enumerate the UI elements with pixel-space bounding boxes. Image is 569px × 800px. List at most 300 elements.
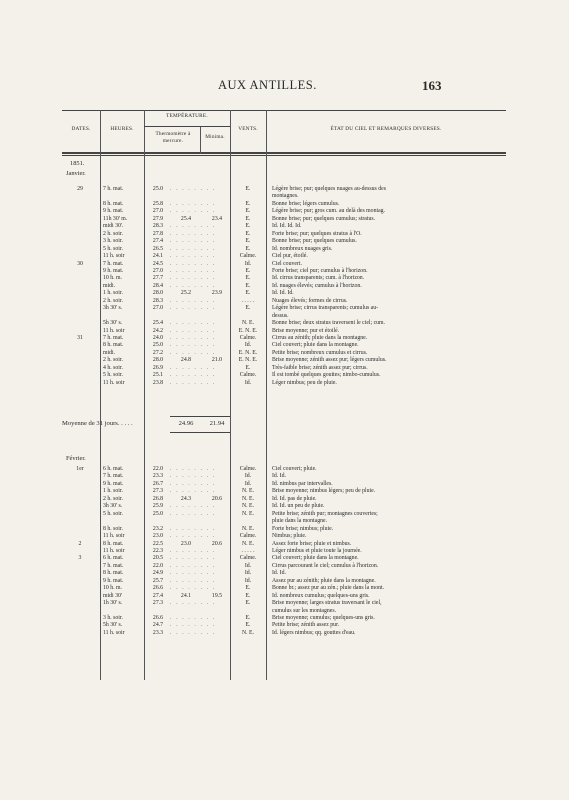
table-row: [62, 570, 506, 577]
leader-dots: . . . . . . . .: [170, 320, 216, 327]
row-time: 2 h. soir.: [103, 495, 123, 502]
leader-dots: . . . . . . . .: [170, 629, 216, 636]
leader-dots: . . . . . . . .: [170, 503, 216, 510]
leader-dots: . . . . . . . .: [170, 525, 216, 532]
table-row: [62, 630, 506, 637]
row-temperature: 26.5: [152, 245, 164, 252]
row-wind: E.: [245, 615, 251, 621]
row-wind: E.: [245, 208, 251, 215]
table-row: [62, 466, 506, 473]
row-remarks: Id. Id. Id.: [272, 290, 294, 297]
row-mean-temperature: 25.4: [180, 215, 192, 222]
table-row: [62, 608, 506, 615]
row-time: 11 h. soir: [103, 253, 125, 260]
row-time: 8 h. mat.: [103, 342, 124, 349]
row-temperature: 24.2: [152, 327, 164, 334]
leader-dots: . . . . . . . .: [170, 600, 216, 607]
table-row: [62, 365, 506, 372]
leader-dots: . . . . . . . .: [170, 585, 216, 592]
row-temperature: 23.3: [152, 473, 164, 480]
row-mean-temperature: 23.0: [180, 540, 192, 547]
table-row: [62, 342, 506, 349]
row-temperature: 25.0: [152, 186, 164, 192]
table-row: [62, 585, 506, 592]
table-row: [62, 223, 506, 230]
leader-dots: . . . . . . . .: [170, 282, 216, 289]
leader-dots: . . . . . . . .: [170, 245, 216, 252]
row-time: 6 h. mat.: [103, 555, 124, 562]
table-row: [62, 578, 506, 585]
row-time: 2 h. soir.: [103, 297, 123, 304]
row-remarks: Assez pur au zénith; pluie dans la montagne.: [272, 577, 376, 584]
row-wind: E.: [245, 186, 251, 192]
row-temperature: 27.4: [152, 238, 164, 245]
moyenne-label: Moyenne de 31 jours. . . . .: [62, 420, 133, 427]
row-temperature: 24.1: [152, 253, 164, 260]
row-temperature: 27.0: [152, 305, 164, 312]
header-bottom-rule-2: [62, 155, 506, 156]
leader-dots: . . . . . . . .: [170, 230, 216, 237]
row-remarks: Cirrus parcourant le ciel; cumulus à l'horizon.: [272, 562, 379, 569]
leader-dots: . . . . . . . .: [170, 297, 216, 304]
row-time: 5h 30' s.: [103, 622, 123, 629]
row-remarks: Légère brise; pur; quelques nuages au-dessus des: [272, 186, 386, 192]
leader-dots: . . . . . . . .: [170, 223, 216, 230]
table-row: [62, 380, 506, 387]
row-temperature: 27.9: [152, 215, 164, 222]
year-label: 1851.: [70, 160, 85, 167]
table-row: [62, 481, 506, 488]
leader-dots: . . . . . . . .: [170, 547, 216, 554]
row-remarks: Brise moyenne; larges stratus traversant le ciel,: [272, 600, 382, 607]
table-row: [62, 372, 506, 379]
row-date: 30: [77, 260, 83, 267]
row-temperature: 25.7: [152, 577, 164, 584]
table-row: [62, 246, 506, 253]
header-vents: VENTS.: [238, 126, 258, 132]
table-row: [62, 313, 506, 320]
table-row: [62, 533, 506, 540]
row-wind: E.: [245, 245, 251, 252]
row-temperature: 27.0: [152, 208, 164, 215]
row-wind: Id.: [244, 577, 252, 584]
leader-dots: . . . . . . . .: [170, 488, 216, 495]
row-wind: N. E.: [241, 320, 255, 327]
table-row: [62, 593, 506, 600]
leader-dots: . . . . . . . .: [170, 473, 216, 480]
row-wind: Calme.: [239, 533, 257, 540]
row-time: midi 30': [103, 592, 122, 599]
table-row: [62, 548, 506, 555]
table-row: [62, 541, 506, 548]
leader-dots: . . . . . . . .: [170, 466, 216, 472]
row-wind: Id.: [244, 342, 252, 349]
row-temperature: 27.8: [152, 230, 164, 237]
header-bottom-rule: [62, 152, 506, 154]
row-time: 4 h. soir.: [103, 364, 123, 371]
row-time: 9 h. mat.: [103, 208, 124, 215]
row-mean-temperature: 25.2: [180, 290, 192, 297]
table-row: [62, 253, 506, 260]
table-row: [62, 600, 506, 607]
row-remarks: Id. légers nimbus; qq. gouttes d'eau.: [272, 629, 356, 636]
table-row: [62, 290, 506, 297]
row-remarks: pluie dans la montagne.: [272, 518, 328, 525]
row-time: 3h 30' s.: [103, 305, 123, 312]
row-remarks: Il est tombé quelques gouttes; nimbo-cumulus.: [272, 372, 381, 379]
leader-dots: . . . . . . . .: [170, 570, 216, 577]
table-row: [62, 216, 506, 223]
table-top-rule: [62, 110, 506, 111]
row-wind: E.: [245, 267, 251, 274]
running-title: AUX ANTILLES.: [218, 78, 317, 92]
row-time: 6 h. mat.: [103, 466, 124, 472]
table-row: [62, 518, 506, 525]
table-row: [62, 275, 506, 282]
row-date: 3: [78, 555, 82, 562]
row-wind: Id.: [244, 379, 252, 386]
row-temperature: 23.2: [152, 525, 164, 532]
row-time: 11h 30' m.: [103, 215, 128, 222]
row-temperature: 24.0: [152, 335, 164, 341]
row-wind: E.: [245, 622, 251, 629]
row-mean-temperature: 24.1: [180, 592, 192, 599]
row-temperature: 27.3: [152, 488, 164, 495]
table-row: [62, 201, 506, 208]
row-temperature: 27.3: [152, 600, 164, 607]
table-row: [62, 298, 506, 305]
row-wind: E.: [245, 305, 251, 312]
table-row: [62, 335, 506, 342]
row-time: 3 h. soir.: [103, 615, 123, 621]
row-date: 2: [78, 540, 82, 547]
row-time: 11 h. soir: [103, 547, 125, 554]
row-temperature: 25.4: [152, 320, 164, 327]
row-remarks: Assez forte brise; pluie et nimbus.: [272, 540, 352, 547]
leader-dots: . . . . . . . .: [170, 349, 216, 356]
row-time: 5 h. soir.: [103, 510, 123, 517]
leader-dots: . . . . . . . .: [170, 379, 216, 386]
row-wind: Calme.: [239, 335, 257, 341]
row-time: 11 h. soir: [103, 379, 125, 386]
leader-dots: . . . . . . . .: [170, 267, 216, 274]
table-row: [62, 615, 506, 622]
row-temperature: 23.3: [152, 629, 164, 636]
row-temperature: 27.2: [152, 349, 164, 356]
leader-dots: . . . . . . . .: [170, 335, 216, 341]
row-remarks: cumulus sur les montagnes.: [272, 607, 337, 614]
table-row: [62, 496, 506, 503]
header-dates: DATES.: [71, 126, 91, 132]
row-remarks: Légère brise; pur; gros cum. au delà des montag.: [272, 208, 386, 215]
table-row: [62, 208, 506, 215]
row-time: 10 h. m.: [103, 585, 123, 592]
row-date: 31: [77, 335, 83, 341]
row-wind: E. N. E.: [238, 349, 258, 356]
row-remarks: Id. nimbus par intervalles.: [272, 480, 333, 487]
moyenne-mean: 24.96: [178, 420, 194, 427]
row-remarks: Bonne brise; pur; quelques cumulus; stratus.: [272, 215, 376, 222]
row-mean-temperature: 24.8: [180, 357, 192, 364]
row-temperature: 24.5: [152, 260, 164, 267]
row-time: 9 h. mat.: [103, 480, 124, 487]
row-time: 7 h. mat.: [103, 335, 124, 341]
row-wind: E.: [245, 600, 251, 607]
table-row: [62, 555, 506, 562]
row-remarks: Id. cirrus transparents; cum. à l'horizon.: [272, 275, 365, 282]
row-time: 1 h. soir.: [103, 290, 123, 297]
row-temperature: 25.0: [152, 510, 164, 517]
leader-dots: . . . . . . . .: [170, 364, 216, 371]
leader-dots: . . . . . . . .: [170, 327, 216, 334]
row-remarks: Ciel couvert; pluie.: [272, 466, 317, 472]
row-temperature: 26.8: [152, 495, 164, 502]
row-minimum: 20.6: [211, 495, 223, 502]
row-remarks: Forte brise; nimbus; pluie.: [272, 525, 334, 532]
row-remarks: Id. nuages élevés; cumulus à l'horizon.: [272, 282, 362, 289]
row-time: 5 h. soir.: [103, 372, 123, 379]
row-wind: E.: [245, 230, 251, 237]
leader-dots: . . . . . . . .: [170, 555, 216, 562]
row-temperature: 24.9: [152, 570, 164, 577]
row-time: midi 30'.: [103, 223, 124, 230]
row-time: midi.: [103, 349, 116, 356]
table-row: [62, 231, 506, 238]
moyenne-row: [62, 419, 506, 428]
row-remarks: Id. Id.: [272, 570, 287, 577]
row-date: 29: [77, 186, 83, 192]
table-row: [62, 357, 506, 364]
row-temperature: 22.3: [152, 547, 164, 554]
header-temperature: TEMPÉRATURE.: [166, 113, 208, 119]
row-wind: E.: [245, 282, 251, 289]
row-time: 2 h. soir.: [103, 357, 123, 364]
row-remarks: Léger nimbus et pluie toute la journée.: [272, 547, 362, 554]
row-wind: N. E.: [241, 503, 255, 510]
row-wind: E.: [245, 200, 251, 207]
leader-dots: . . . . . . . .: [170, 275, 216, 282]
row-wind: N. E.: [241, 510, 255, 517]
row-temperature: 25.9: [152, 503, 164, 510]
month-label-janvier: Janvier.: [66, 170, 86, 177]
row-temperature: 22.0: [152, 466, 164, 472]
row-remarks: Forte brise; ciel pur; cumulus à l'horizon.: [272, 267, 368, 274]
table-row: [62, 328, 506, 335]
leader-dots: . . . . . . . .: [170, 510, 216, 517]
moyenne-min: 21.94: [209, 420, 225, 427]
row-remarks: Brise moyenne; cumulus; quelques-uns gris.: [272, 615, 375, 621]
row-remarks: Brise moyenne; zénith assez pur; légers cumulus.: [272, 357, 387, 364]
row-wind: Id.: [244, 473, 252, 480]
header-thermometre: Thermomètre à mercure.: [155, 131, 191, 144]
row-temperature: 26.9: [152, 364, 164, 371]
row-wind: E.: [245, 238, 251, 245]
row-wind: N. E.: [241, 525, 255, 532]
row-time: 2 h. soir.: [103, 230, 123, 237]
row-wind: . . . . .: [241, 297, 255, 304]
temp-subheader-rule: [144, 126, 230, 127]
leader-dots: . . . . . . . .: [170, 622, 216, 629]
row-remarks: Léger nimbus; peu de pluie.: [272, 379, 337, 386]
row-remarks: Id. Id.: [272, 473, 287, 480]
row-wind: E.: [245, 592, 251, 599]
row-wind: E.: [245, 364, 251, 371]
row-time: 8 h. mat.: [103, 570, 124, 577]
row-wind: E. N. E.: [238, 327, 258, 334]
row-wind: N. E.: [241, 629, 255, 636]
table-row: [62, 350, 506, 357]
page-number: 163: [422, 78, 442, 93]
row-wind: Calme.: [239, 466, 257, 472]
table-row: [62, 186, 506, 193]
table-row: [62, 526, 506, 533]
row-temperature: 28.0: [152, 290, 164, 297]
table-row: [62, 563, 506, 570]
row-temperature: 26.6: [152, 615, 164, 621]
row-temperature: 23.8: [152, 379, 164, 386]
table-row: [62, 283, 506, 290]
moyenne-rule-top: [170, 416, 230, 417]
row-remarks: Légère brise; cirrus transparents; cumulus au-: [272, 305, 379, 312]
leader-dots: . . . . . . . .: [170, 372, 216, 379]
row-temperature: 27.7: [152, 275, 164, 282]
row-temperature: 26.7: [152, 480, 164, 487]
row-temperature: 26.6: [152, 585, 164, 592]
row-temperature: 23.0: [152, 533, 164, 540]
header-etat: ÉTAT DU CIEL ET REMARQUES DIVERSES.: [330, 126, 442, 132]
row-wind: N. E.: [241, 540, 255, 547]
row-remarks: Ciel couvert; pluie dans la montagne.: [272, 555, 359, 562]
table-row: [62, 511, 506, 518]
row-time: 11 h. soir: [103, 629, 125, 636]
row-temperature: 27.0: [152, 267, 164, 274]
row-remarks: Bonne br.; assez pur au zén.; pluie dans la mont.: [272, 585, 385, 592]
row-remarks: Ciel pur, étoilé.: [272, 253, 308, 260]
row-remarks: Forte brise; pur; quelques stratus à l'O.: [272, 230, 362, 237]
row-time: 5 h. soir.: [103, 245, 123, 252]
row-time: 1 h. soir.: [103, 488, 123, 495]
row-time: 1h 30' s.: [103, 600, 123, 607]
row-remarks: Id. Id. Id. Id.: [272, 223, 302, 230]
row-wind: Id.: [244, 562, 252, 569]
row-remarks: Bonne brise; légers cumulus.: [272, 200, 340, 207]
table-row: [62, 622, 506, 629]
leader-dots: . . . . . . . .: [170, 533, 216, 540]
row-time: midi.: [103, 282, 116, 289]
row-temperature: 25.0: [152, 342, 164, 349]
moyenne-rule-bottom: [170, 432, 230, 433]
row-remarks: Nimbus; pluie.: [272, 533, 307, 540]
row-temperature: 28.3: [152, 297, 164, 304]
row-remarks: montagnes.: [272, 193, 299, 200]
row-minimum: 23.4: [211, 215, 223, 222]
row-temperature: 22.0: [152, 562, 164, 569]
leader-dots: . . . . . . . .: [170, 238, 216, 245]
row-time: 11 h. soir: [103, 533, 125, 540]
row-remarks: Très-faible brise; zénith assez pur; cirrus.: [272, 364, 368, 371]
row-remarks: Id. Id. pas de pluie.: [272, 495, 317, 502]
row-time: 8 h. soir.: [103, 525, 123, 532]
leader-dots: . . . . . . . .: [170, 615, 216, 621]
table-row: [62, 238, 506, 245]
row-wind: N. E.: [241, 488, 255, 495]
row-mean-temperature: 24.3: [180, 495, 192, 502]
table-row: [62, 261, 506, 268]
row-wind: N. E.: [241, 495, 255, 502]
row-minimum: 20.6: [211, 540, 223, 547]
leader-dots: . . . . . . . .: [170, 186, 216, 192]
row-wind: Id.: [244, 570, 252, 577]
leader-dots: . . . . . . . .: [170, 342, 216, 349]
row-wind: E.: [245, 223, 251, 230]
row-minimum: 19.5: [211, 592, 223, 599]
row-minimum: 23.9: [211, 290, 223, 297]
row-time: 9 h. mat.: [103, 577, 124, 584]
row-time: 8 h. mat.: [103, 200, 124, 207]
row-wind: Id.: [244, 260, 252, 267]
header-minima: Minima.: [205, 134, 225, 140]
leader-dots: . . . . . . . .: [170, 208, 216, 215]
row-time: 7 h. mat.: [103, 562, 124, 569]
row-time: 7 h. mat.: [103, 186, 124, 192]
row-wind: Calme.: [239, 372, 257, 379]
row-temperature: 20.5: [152, 555, 164, 562]
row-remarks: Nuages élevés; formes de cirrus.: [272, 297, 348, 304]
row-time: 11 h. soir: [103, 327, 125, 334]
table-row: [62, 473, 506, 480]
row-remarks: Bonne brise; pur; quelques cumulus.: [272, 238, 357, 245]
row-remarks: Id. Id. un peu de pluie.: [272, 503, 325, 510]
leader-dots: . . . . . . . .: [170, 253, 216, 260]
row-remarks: Bonne brise; deux stratus traversent le ciel; cum.: [272, 320, 386, 327]
row-wind: E.: [245, 290, 251, 297]
leader-dots: . . . . . . . .: [170, 260, 216, 267]
row-wind: Calme.: [239, 555, 257, 562]
row-date: 1er: [76, 466, 84, 472]
row-remarks: Id. nombreux cumulus; quelques-uns gris.: [272, 592, 370, 599]
row-wind: E.: [245, 275, 251, 282]
row-wind: E.: [245, 215, 251, 222]
table-row: [62, 268, 506, 275]
row-time: 8 h. mat.: [103, 540, 124, 547]
row-remarks: Petite brise; zénith pur; montagnes couvertes;: [272, 510, 378, 517]
row-wind: . . . . .: [241, 547, 255, 554]
row-time: 9 h. mat.: [103, 267, 124, 274]
row-remarks: Id. nombreux nuages gris.: [272, 245, 333, 252]
row-remarks: Brise moyenne; pur et étoilé.: [272, 327, 340, 334]
table-row: [62, 488, 506, 495]
row-time: 10 h. m.: [103, 275, 123, 282]
row-temperature: 27.4: [152, 592, 164, 599]
row-temperature: 28.4: [152, 282, 164, 289]
leader-dots: . . . . . . . .: [170, 200, 216, 207]
leader-dots: . . . . . . . .: [170, 480, 216, 487]
row-temperature: 24.7: [152, 622, 164, 629]
row-temperature: 28.0: [152, 357, 164, 364]
table-row: [62, 503, 506, 510]
table-row: [62, 193, 506, 200]
row-temperature: 22.5: [152, 540, 164, 547]
row-remarks: dessus.: [272, 312, 289, 319]
leader-dots: . . . . . . . .: [170, 305, 216, 312]
row-minimum: 21.0: [211, 357, 223, 364]
row-remarks: Petite brise; nombreux cumulus et cirrus.: [272, 349, 368, 356]
row-remarks: Petite brise; zénith assez pur.: [272, 622, 340, 629]
row-time: 7 h. mat.: [103, 260, 124, 267]
row-wind: Calme.: [239, 253, 257, 260]
row-temperature: 25.1: [152, 372, 164, 379]
row-temperature: 28.3: [152, 223, 164, 230]
